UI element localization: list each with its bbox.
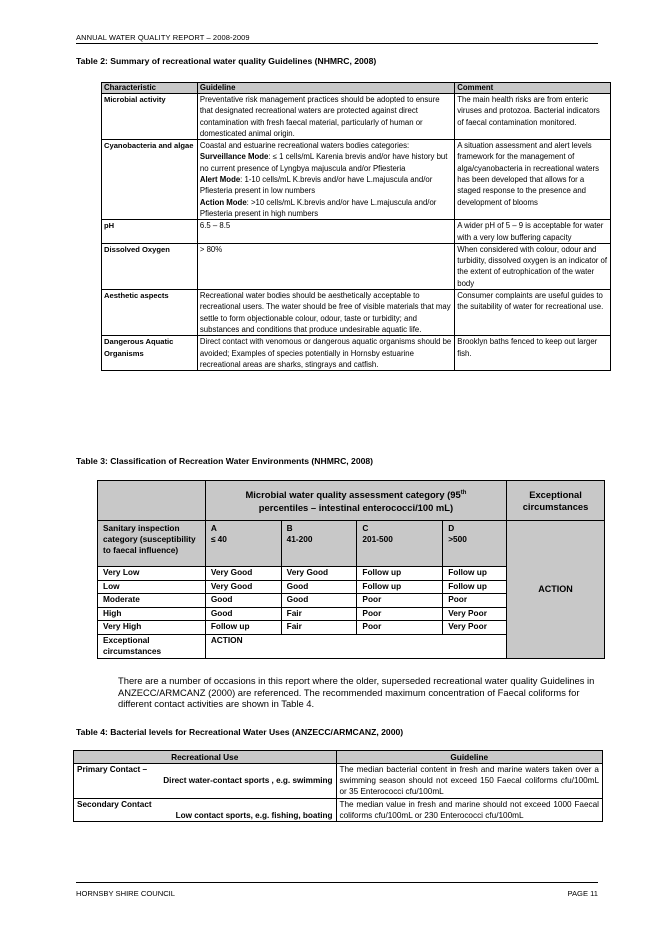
table-row: [102, 243, 611, 289]
mode-label: Action Mode: [199, 197, 247, 207]
row-label: High: [98, 607, 206, 621]
exceptional-action-row-cell: ACTION: [205, 634, 506, 658]
rating-cell: Follow up: [357, 580, 443, 594]
category-header: [205, 521, 281, 567]
rating-cell: Follow up: [357, 567, 443, 581]
guideline-cell: > 80%: [197, 243, 454, 289]
category-header: [357, 521, 443, 567]
header-superscript: th: [460, 490, 467, 497]
column-header: Comment: [455, 83, 611, 94]
characteristic-cell: Aesthetic aspects: [102, 290, 198, 336]
guidelines-summary-table: [101, 82, 611, 371]
category-range: ≤ 40: [210, 534, 227, 544]
table-row: [102, 140, 611, 220]
report-header: ANNUAL WATER QUALITY REPORT – 2008-2009: [76, 33, 250, 42]
table3-caption: Table 3: Classification of Recreation Water Environments (NHMRC, 2008): [76, 456, 374, 466]
rating-cell: Very Poor: [443, 607, 507, 621]
rating-cell: Very Good: [205, 580, 281, 594]
table-row: [102, 290, 611, 336]
characteristic-cell: Microbial activity: [102, 94, 198, 140]
table-header-row: [74, 751, 603, 764]
table-row: [102, 336, 611, 371]
row-label: Very High: [98, 621, 206, 635]
use-title: Primary Contact –: [77, 765, 148, 774]
comment-cell: A wider pH of 5 – 9 is acceptable for water with a very low buffering capacity: [455, 220, 611, 244]
mode-text: : 1-10 cells/mL K.brevis and/or have L.majuscula and/or Pfiesteria present in low numbers: [199, 175, 433, 196]
guideline-cell: Direct contact with venomous or dangerous aquatic organisms should be avoided; Examples of species potentially in Hornsby estuarine recreational areas are sharks, stingrays and catfish.: [197, 336, 454, 371]
rating-cell: Very Poor: [443, 621, 507, 635]
guideline-cell: [197, 140, 454, 220]
characteristic-cell: pH: [102, 220, 198, 244]
rating-cell: Good: [281, 594, 357, 608]
rating-cell: Poor: [443, 594, 507, 608]
guideline-cell: Preventative risk management practices should be adopted to ensure that designated recreational waters are protected against direct contamination with fresh faecal material, particularly of human or domesticated animal origin.: [197, 94, 454, 140]
use-description: Direct water-contact sports , e.g. swimming: [163, 776, 333, 786]
exceptional-action-cell: ACTION: [507, 521, 605, 659]
table2-caption: Table 2: Summary of recreational water quality Guidelines (NHMRC, 2008): [76, 56, 377, 66]
comment-cell: The main health risks are from enteric viruses and protozoa. Bacterial indicators of faecal contamination monitored.: [455, 94, 611, 140]
recreational-use-cell: [74, 798, 337, 821]
rating-cell: Fair: [281, 621, 357, 635]
row-label: Exceptional circumstances: [98, 634, 206, 658]
use-title: Secondary Contact: [77, 799, 152, 809]
category-letter: B: [286, 523, 293, 533]
table4-caption: Table 4: Bacterial levels for Recreational Water Uses (ANZECC/ARMCANZ, 2000): [76, 727, 404, 737]
category-letter: A: [210, 523, 217, 533]
guideline-cell: 6.5 – 8.5: [197, 220, 454, 244]
table-header-row: [98, 481, 605, 521]
category-range: >500: [448, 534, 467, 544]
row-label: Low: [98, 580, 206, 594]
rating-cell: Good: [205, 607, 281, 621]
footer-organisation: HORNSBY SHIRE COUNCIL: [76, 889, 176, 898]
header-text: percentiles – intestinal enterococci/100 mL): [258, 501, 454, 513]
row-label: Moderate: [98, 594, 206, 608]
recreational-use-cell: [74, 764, 337, 799]
rating-cell: Poor: [357, 594, 443, 608]
rating-cell: Follow up: [443, 567, 507, 581]
header-rule: [76, 43, 598, 44]
category-letter: C: [362, 523, 369, 533]
column-header: Recreational Use: [74, 751, 337, 764]
characteristic-cell: Dissolved Oxygen: [102, 243, 198, 289]
bacterial-levels-table: [73, 750, 603, 822]
footer-rule: [76, 882, 598, 883]
rating-cell: Follow up: [205, 621, 281, 635]
rating-cell: Good: [281, 580, 357, 594]
rating-cell: Poor: [357, 607, 443, 621]
column-header: Guideline: [336, 751, 603, 764]
body-paragraph: There are a number of occasions in this report where the older, superseded recreational water quality Guidelines in ANZECC/ARMCANZ (2000) are referenced. The recommended maximum concentration of Faecal coliforms for different contact activities are shown in Table 4.: [118, 675, 595, 710]
category-header-row: [98, 521, 605, 567]
guideline-intro: Coastal and estuarine recreational waters bodies categories:: [199, 141, 410, 151]
table-row: [102, 94, 611, 140]
empty-corner-cell: [98, 481, 206, 521]
rating-cell: Very Good: [205, 567, 281, 581]
table-header-row: [102, 83, 611, 94]
comment-cell: Consumer complaints are useful guides to the suitability of water for recreational use.: [455, 290, 611, 336]
page-number: PAGE 11: [567, 889, 598, 898]
rating-cell: Good: [205, 594, 281, 608]
category-range: 201-500: [362, 534, 393, 544]
mode-text: : >10 cells/mL K.brevis and/or have L.majuscula and/or Pfiesteria present in high numbers: [199, 197, 437, 218]
row-label: Very Low: [98, 567, 206, 581]
guideline-cell: The median value in fresh and marine should not exceed 1000 Faecal coliforms cfu/100mL or 230 Enterococci cfu/100mL: [336, 798, 603, 821]
header-text: Microbial water quality assessment category (95: [245, 489, 461, 501]
category-letter: D: [448, 523, 455, 533]
category-header: [281, 521, 357, 567]
column-header: Guideline: [197, 83, 454, 94]
characteristic-cell: Cyanobacteria and algae: [102, 140, 198, 220]
use-description: Low contact sports, e.g. fishing, boating: [175, 810, 333, 820]
mode-label: Alert Mode: [199, 175, 241, 185]
comment-cell: When considered with colour, odour and turbidity, dissolved oxygen is an indicator of the extent of eutrophication of the water body: [455, 243, 611, 289]
mode-label: Surveillance Mode: [199, 152, 269, 162]
column-header: Characteristic: [102, 83, 198, 94]
mode-text: : ≤ 1 cells/mL Karenia brevis and/or have history but no current presence of Lyngbya majuscula and/or Pfiesteria: [199, 152, 448, 173]
rating-cell: Follow up: [443, 580, 507, 594]
characteristic-cell: Dangerous Aquatic Organisms: [102, 336, 198, 371]
recreation-water-classification-table: [97, 480, 605, 659]
comment-cell: Brooklyn baths fenced to keep out larger fish.: [455, 336, 611, 371]
category-range: 41-200: [286, 534, 313, 544]
sanitary-inspection-header: Sanitary inspection category (susceptibility to faecal influence): [98, 521, 206, 567]
table-row: [102, 220, 611, 244]
table-row: [74, 798, 603, 821]
exceptional-header: Exceptional circumstances: [507, 481, 605, 521]
comment-cell: A situation assessment and alert levels framework for the management of alga/cyanobacteria in recreational waters has been developed that allows for a staged response to the presence and development of blooms: [455, 140, 611, 220]
assessment-category-header: [205, 481, 506, 521]
table-row: [74, 764, 603, 799]
rating-cell: Poor: [357, 621, 443, 635]
rating-cell: Very Good: [281, 567, 357, 581]
rating-cell: Fair: [281, 607, 357, 621]
guideline-cell: Recreational water bodies should be aesthetically acceptable to recreational users. The water should be free of visible materials that may settle to form objectionable colour, odour, taste or turbidity; and substances and conditions that produce undesirable aquatic life.: [197, 290, 454, 336]
category-header: [443, 521, 507, 567]
guideline-cell: The median bacterial content in fresh and marine waters taken over a swimming season should not exceed 150 Faecal coliforms cfu/100mL or 35 Enterococci cfu/100mL: [336, 764, 603, 799]
